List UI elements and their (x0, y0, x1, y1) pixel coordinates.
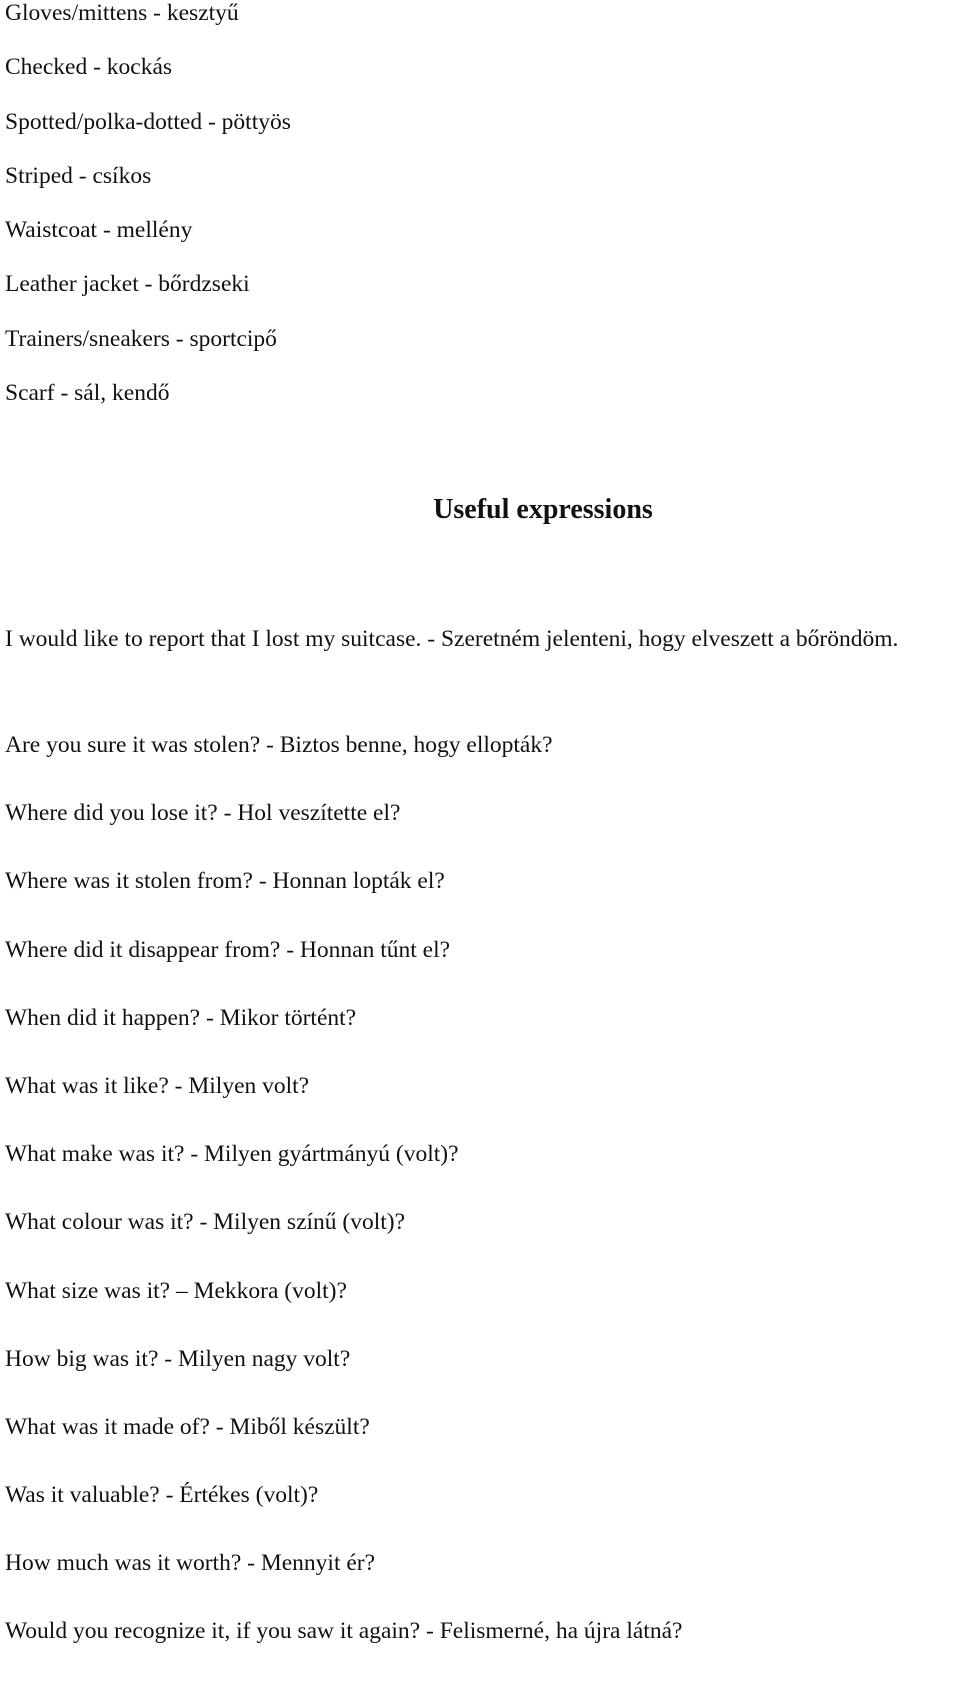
vocabulary-item: Trainers/sneakers - sportcipő (5, 325, 277, 352)
expression-item: How much was it worth? - Mennyit ér? (5, 1550, 376, 1577)
expression-item: Would you recognize it, if you saw it again? - Felismerné, ha újra látná? (5, 1618, 683, 1645)
section-heading: Useful expressions (433, 494, 653, 525)
expression-item: What make was it? - Milyen gyártmányú (volt)? (5, 1141, 459, 1168)
expressions-list (5, 732, 955, 1687)
expression-item: How big was it? - Milyen nagy volt? (5, 1345, 351, 1372)
vocabulary-list (5, 0, 945, 434)
expression-item: Where did it disappear from? - Honnan tűnt el? (5, 936, 451, 963)
vocabulary-item: Spotted/polka-dotted - pöttyös (5, 108, 291, 135)
expression-item: I would like to report that I lost my suitcase. - Szeretném jelenteni, hogy elveszett a bőröndöm. (5, 626, 899, 652)
vocabulary-item: Gloves/mittens - kesztyű (5, 0, 239, 26)
expression-item: What colour was it? - Milyen színű (volt)? (5, 1209, 406, 1236)
expression-item: When did it happen? - Mikor történt? (5, 1004, 357, 1031)
expression-item: What size was it? – Mekkora (volt)? (5, 1277, 347, 1304)
vocabulary-item: Checked - kockás (5, 54, 173, 81)
expression-item: Where was it stolen from? - Honnan lopták el? (5, 868, 445, 895)
vocabulary-item: Leather jacket - bőrdzseki (5, 271, 250, 298)
expression-item: What was it made of? - Miből készült? (5, 1413, 370, 1440)
expression-item: Are you sure it was stolen? - Biztos benne, hogy ellopták? (5, 732, 553, 758)
expression-item: Was it valuable? - Értékes (volt)? (5, 1482, 319, 1509)
vocabulary-item: Striped - csíkos (5, 162, 152, 189)
expression-item: Where did you lose it? - Hol veszítette el? (5, 800, 401, 827)
vocabulary-item: Waistcoat - mellény (5, 217, 193, 244)
vocabulary-item: Scarf - sál, kendő (5, 380, 170, 407)
expression-item: What was it like? - Milyen volt? (5, 1072, 310, 1099)
